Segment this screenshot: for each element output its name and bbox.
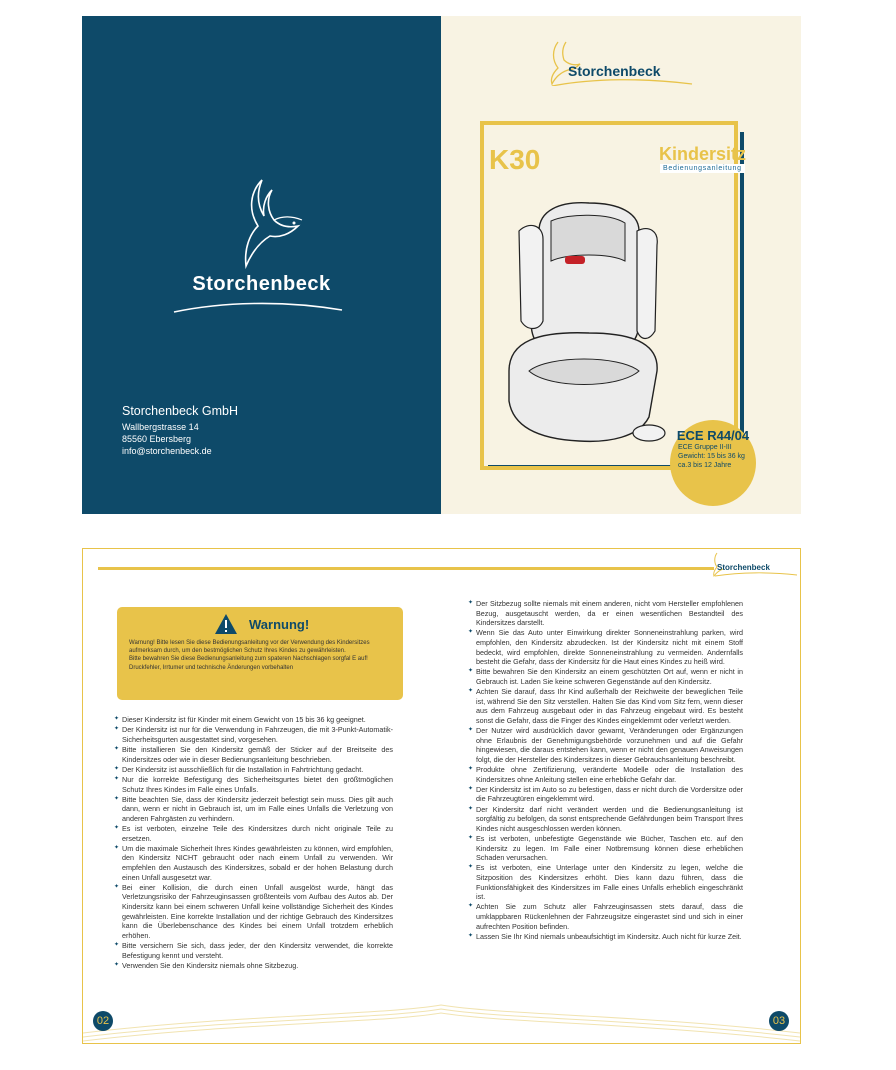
- company-email[interactable]: info@storchenbeck.de: [122, 446, 212, 456]
- warning-line-3: Druckfehler, Irrtumer und technische Änderungen vorbehalten: [129, 664, 294, 671]
- ece-weight: Gewicht: 15 bis 36 kg: [678, 453, 745, 460]
- list-item: ✦ Bitte beachten Sie, dass der Kindersitz jederzeit befestigt sein muss. Dies gilt auch dann, wenn er nicht in Gebrauch ist, um im Falle eines Unfalls die Verletzung von anderen Fahrgästen zu verhindern.: [114, 795, 393, 824]
- warning-triangle-icon: [214, 613, 238, 635]
- page-number-left: 02: [93, 1011, 113, 1031]
- list-item: ✦ Bitte versichern Sie sich, dass jeder, der den Kindersitz verwendet, die korrekte Befestigung kennt und versteht.: [114, 941, 393, 960]
- ece-group: ECE Gruppe II-III: [678, 444, 732, 451]
- list-item: ✦ Der Kindersitz ist nur für die Verwendung in Fahrzeugen, die mit 3-Punkt-Automatik-Sicherheitsgurten ausgestattet sind, vorgesehen.: [114, 725, 393, 744]
- brand-name: Storchenbeck: [192, 273, 331, 295]
- list-item: ✦ Der Kindersitz darf nicht verändert werden und die Bedienungsanleitung ist sorgfältig zu befolgen, da sonst entsprechende Gefährdungen beim Transport Ihres Kindes nicht ausgeschlossen werden können.: [468, 805, 743, 834]
- list-item: ✦ Der Kindersitz ist ausschließlich für die Installation in Fahrtrichtung gedacht.: [114, 765, 393, 775]
- warning-title: Warnung!: [249, 617, 310, 632]
- list-item: ✦ Lassen Sie Ihr Kind niemals unbeaufsichtigt im Kindersitz. Auch nicht für kurze Zeit.: [468, 932, 743, 942]
- warning-box: [117, 607, 403, 700]
- list-item: ✦ Nur die korrekte Befestigung des Sicherheitsgurtes bietet den größtmöglichen Schutz Ihres Kindes im Falle eines Unfalls.: [114, 775, 393, 794]
- bottom-swoosh-decoration: [83, 983, 800, 1043]
- warning-header: [129, 613, 391, 639]
- logo-text: Storchenbeck: [568, 63, 661, 79]
- safety-list-left: [114, 715, 393, 971]
- list-item: ✦ Achten Sie darauf, dass Ihr Kind außerhalb der Reichweite der beweglichen Teile ist, während Sie den Sitz verstellen. Halten Sie das Kind vom Sitz fern, wenn dieser aus dem Fahrzeug ausgebaut oder in das Fahrzeug eingebaut wird. Es besteht sonst die Gefahr, dass die Finger des Kindes eingeklemmt oder verletzt werden.: [468, 687, 743, 725]
- model-name: K30: [489, 144, 541, 175]
- inner-logo-text: Storchenbeck: [717, 563, 770, 572]
- company-city: 85560 Ebersberg: [122, 434, 192, 444]
- list-item: ✦ Bitte installieren Sie den Kindersitz gemäß der Sticker auf der Breitseite des Kindersitzes oder wie in dieser Bedienungsanleitung beschrieben.: [114, 745, 393, 764]
- inner-spread: [82, 548, 801, 1044]
- page-number-right: 03: [769, 1011, 789, 1031]
- warning-line-1: Warnung! Bitte lesen Sie diese Bedienungsanleitung vor der Verwendung des Kindersitzes aufmerksam durch, um den bestmöglichen Schutz Ihres Kindes zu gewährleisten.: [129, 640, 370, 655]
- ece-age: ca.3 bis 12 Jahre: [678, 462, 732, 469]
- safety-list-right: [468, 599, 743, 942]
- warning-line-2: Bitte bewahren Sie diese Bedienungsanleitung zum spateren Nachschlagen sorgfal E auf!: [129, 656, 368, 663]
- list-item: ✦ Um die maximale Sicherheit Ihres Kindes gewährleisten zu können, wird empfohlen, den Kindersitz NICHT gebraucht oder nach einem Unfall zu verwenden. Wir empfehlen den Austausch des Kindersitzes, sobald er der hohen Belastung durch einen Unfall ausgesetzt war.: [114, 844, 393, 882]
- top-rule: [98, 567, 714, 570]
- list-item: ✦ Es ist verboten, unbefestigte Gegenstände wie Bücher, Taschen etc. auf den Kindersitz zu legen. Im Falle einer Notbremsung können diese erheblichen Schaden verursachen.: [468, 834, 743, 863]
- list-item: ✦ Bitte bewahren Sie den Kindersitz an einem geschützten Ort auf, wenn er nicht in Gebrauch ist. Laden Sie keine schweren Gegenstände auf den Kindersitz.: [468, 667, 743, 686]
- list-item: ✦ Der Sitzbezug sollte niemals mit einem anderen, nicht vom Hersteller empfohlenen Bezug, ausgetauscht werden, da er einen wesentlichen Bestandteil des Kindersitzes darstellt.: [468, 599, 743, 628]
- stork-logo-icon: [232, 176, 304, 271]
- company-name: Storchenbeck GmbH: [122, 404, 239, 418]
- list-item: ✦ Dieser Kindersitz ist für Kinder mit einem Gewicht von 15 bis 36 kg geeignet.: [114, 715, 393, 725]
- list-item: ✦ Es ist verboten, eine Unterlage unter den Kindersitz zu legen, welche die Sitzposition des Kindersitzes erhöht. Dies kann dazu führen, dass die Funktionsfähigkeit des Kindersitzes im Falle eines Unfalls erheblich eingeschränkt ist.: [468, 863, 743, 901]
- list-item: ✦ Bei einer Kollision, die durch einen Unfall ausgelöst wurde, hängt das Verletzungsrisiko der Fahrzeuginsassen größtenteils vom Aufbau des Autos ab. Der Kindersitz kann bei einem schweren Unfall keine vollständige Sicherheit des Kindes gewährleisten. Eine korrekte Installation und der richtige Gebrauch des Kindersitzes kann die Überlebenschance des Kindes bei einem Unfall trotzdem erheblich erhöhen.: [114, 883, 393, 941]
- company-street: Wallbergstrasse 14: [122, 422, 199, 432]
- car-seat-illustration: [499, 191, 669, 451]
- ece-title: ECE R44/04: [676, 428, 750, 443]
- list-item: ✦ Der Nutzer wird ausdrücklich davor gewarnt, Veränderungen oder Ergänzungen ohne Erlaubnis der Genehmigungsbehörde vorzunehmen und auf die Gefahr hingewiesen, die daraus entstehen kann, wenn er nicht den genauen Anweisungen folgt, die der Hersteller des Kindersitzes in dieser Gebrauchsanleitung beschreibt.: [468, 726, 743, 764]
- brand-swoosh-decoration: [172, 296, 344, 316]
- list-item: ✦ Achten Sie zum Schutz aller Fahrzeuginsassen stets darauf, dass die umklappbaren Rückenlehnen der Fahrzeugsitze eingerastet sind und sich in einer aufrechten Position befinden.: [468, 902, 743, 931]
- inner-brand-logo: [711, 549, 799, 577]
- list-item: ✦ Der Kindersitz ist im Auto so zu befestigen, dass er nicht durch die Vordersitze oder die Fahrzeugtüren eingeklemmt wird.: [468, 785, 743, 804]
- brand-logo: [544, 28, 694, 86]
- ece-approval-badge: [670, 420, 756, 506]
- product-subtitle: Bedienungsanleitung: [660, 164, 745, 173]
- product-title: Kindersitz: [659, 144, 747, 164]
- cover-left-panel: [82, 16, 441, 514]
- cover-right-panel: [441, 16, 801, 514]
- list-item: ✦ Verwenden Sie den Kindersitz niemals ohne Sitzbezug.: [114, 961, 393, 971]
- company-address: [122, 404, 238, 457]
- list-item: ✦ Es ist verboten, einzelne Teile des Kindersitzes durch nicht originale Teile zu ersetzen.: [114, 824, 393, 843]
- list-item: ✦ Wenn Sie das Auto unter Einwirkung direkter Sonneneinstrahlung parken, wird empfohlen, den Kindersitz abzudecken. Ist der Kindersitz nicht mit einem Stoff bedeckt, wird empfohlen, direkte Sonneneinstrahlung zu vermeiden. Andernfalls besteht die Gefahr, dass der Kindersitz für die Haut eines Kindes zu heiß wird.: [468, 628, 743, 666]
- list-item: ✦ Produkte ohne Zertifizierung, veränderte Modelle oder die Installation des Kindersitzes ohne Anleitung stellen eine erhebliche Gefahr dar.: [468, 765, 743, 784]
